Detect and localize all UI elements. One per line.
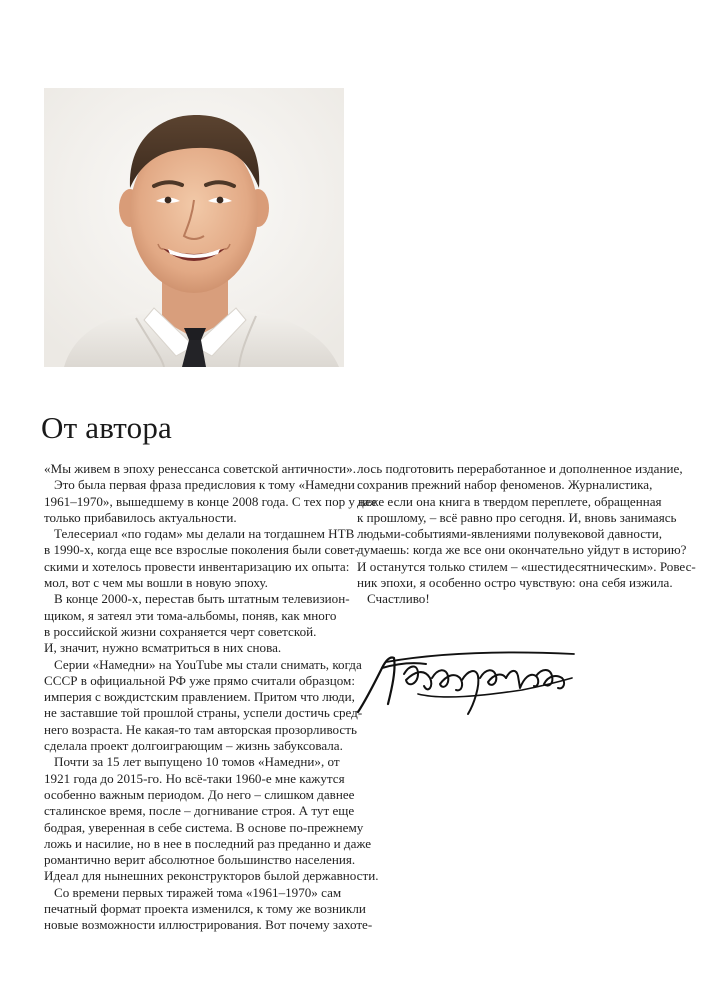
text-line: мол, вот с чем мы вошли в новую эпоху. xyxy=(44,575,268,591)
text-line: Телесериал «по годам» мы делали на тогдашнем НТВ xyxy=(54,526,355,542)
text-line: скими и хотелось провести инвентаризацию их опыта: xyxy=(44,558,350,574)
page-title: От автора xyxy=(41,410,173,445)
text-line: лось подготовить переработанное и дополненное издание, xyxy=(357,461,683,476)
text-line: в российской жизни сохраняется черт советской. xyxy=(44,623,317,639)
text-line: Почти за 15 лет выпущено 10 томов «Намедни», от xyxy=(54,754,340,770)
text-line: новые возможности иллюстрирования. Вот почему захоте- xyxy=(44,917,373,933)
author-signature xyxy=(352,634,582,720)
text-line: печатный формат проекта изменился, к тому же возникли xyxy=(44,901,366,917)
text-line: И, значит, нужно всматриться в них снова. xyxy=(44,640,282,656)
text-line: Это была первая фраза предисловия к тому «Намедни xyxy=(54,477,355,493)
text-line: особенно важным периодом. До него – слишком давнее xyxy=(44,786,355,802)
text-line: думаешь: когда же все они окончательно уйдут в историю? xyxy=(357,542,687,558)
text-line: щиком, я затеял эти тома-альбомы, поняв, как много xyxy=(44,607,337,623)
text-line: к прошлому, – всё равно про сегодня. И, вновь занимаясь xyxy=(357,509,677,525)
text-line: Серии «Намедни» на YouTube мы стали снимать, когда xyxy=(54,656,362,672)
text-line: 1961–1970», вышедшему в конце 2008 года. С тех пор у нее xyxy=(44,493,377,509)
text-line: в 1990-х, когда еще все взрослые поколения были совет- xyxy=(44,542,359,558)
text-line: ник эпохи, я особенно остро чувствую: она себя изжила. xyxy=(357,575,673,591)
text-line: даже если она книга в твердом переплете, обращенная xyxy=(357,493,662,509)
closing-line: Счастливо! xyxy=(367,591,430,607)
text-line: романтично верит абсолютное большинство населения. xyxy=(44,852,356,868)
text-line: бодрая, уверенная в себе система. В основе по-прежнему xyxy=(44,819,364,835)
author-portrait xyxy=(44,88,344,367)
text-line: Идеал для нынешних реконструкторов былой державности. xyxy=(44,868,379,884)
text-line: ложь и насилие, но в нее в последний раз преданно и даже xyxy=(44,835,372,851)
text-column-right xyxy=(357,461,696,608)
text-column-left xyxy=(44,461,379,934)
text-line: Со времени первых тиражей тома «1961–1970» сам xyxy=(54,884,342,900)
text-line: империя с вождистским правлением. Притом что люди, xyxy=(44,689,355,705)
text-line: «Мы живем в эпоху ренессанса советской античности». xyxy=(44,461,356,476)
text-line: СССР в официальной РФ уже прямо считали образцом: xyxy=(44,672,355,688)
text-line: сделала проект долгоиграющим – жизнь забуксовала. xyxy=(44,738,343,754)
text-line: сталинское время, после – догнивание строя. А тут еще xyxy=(44,803,355,819)
text-line: И останутся только стилем – «шестидесятническим». Ровес- xyxy=(357,558,696,574)
text-line: людьми-событиями-явлениями полувековой давности, xyxy=(357,526,663,542)
text-line: только прибавилось актуальности. xyxy=(44,509,237,525)
text-line: не заставшие той прошлой страны, успели достичь сред- xyxy=(44,705,363,721)
text-line: 1921 года до 2015-го. Но всё-таки 1960-е мне кажутся xyxy=(44,770,345,786)
text-line: него возраста. Не какая-то там авторская прозорливость xyxy=(44,721,357,737)
text-line: сохранив прежний набор феноменов. Журналистика, xyxy=(357,477,653,493)
text-line: В конце 2000-х, перестав быть штатным телевизион- xyxy=(54,591,350,607)
